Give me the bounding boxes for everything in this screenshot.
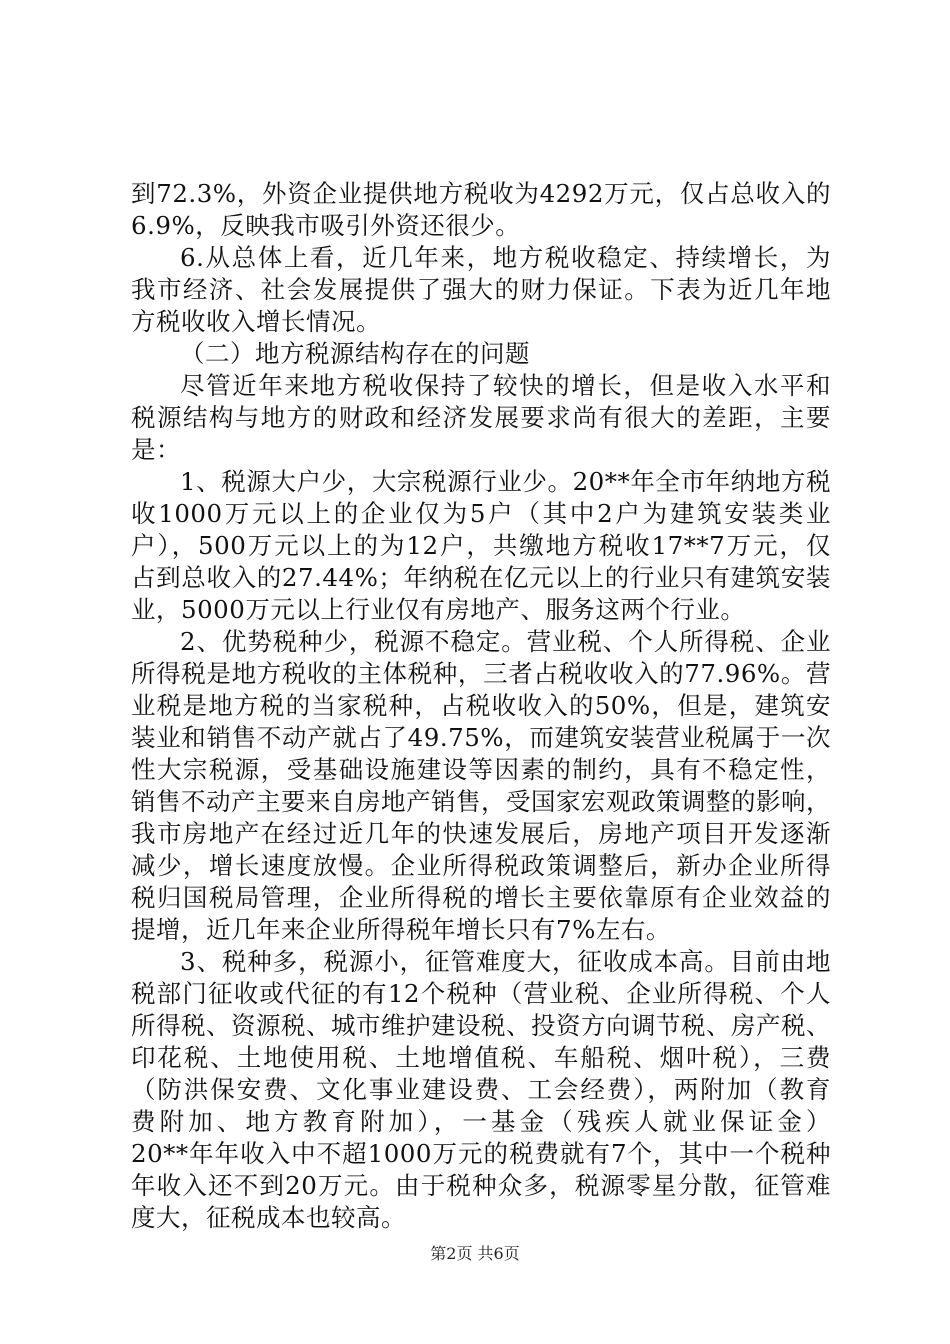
paragraph-line: 占到总收入的27.44%；年纳税在亿元以上的行业只有建筑安装 <box>131 563 831 592</box>
paragraph-line: 收1000万元以上的企业仅为5户（其中2户为建筑安装类业 <box>131 499 831 528</box>
paragraph-line: 度大，征税成本也较高。 <box>131 1203 406 1232</box>
paragraph-line: 减少，增长速度放慢。企业所得税政策调整后，新办企业所得 <box>131 851 831 880</box>
paragraph-line: 所得税是地方税收的主体税种，三者占税收收入的77.96%。营 <box>131 659 831 688</box>
paragraph-line: 1、税源大户少，大宗税源行业少。20**年全市年纳地方税 <box>180 467 831 496</box>
paragraph-line: （防洪保安费、文化事业建设费、工会经费），两附加（教育 <box>131 1075 831 1104</box>
paragraph-line: 6.从总体上看，近几年来，地方税收稳定、持续增长，为 <box>180 243 831 272</box>
paragraph-line: 所得税、资源税、城市维护建设税、投资方向调节税、房产税、 <box>131 1011 831 1040</box>
paragraph-line: 是： <box>131 435 181 464</box>
paragraph-line: 尽管近年来地方税收保持了较快的增长，但是收入水平和 <box>180 371 831 400</box>
paragraph-line: 年收入还不到20万元。由于税种众多，税源零星分散，征管难 <box>131 1171 831 1200</box>
paragraph-line: 6.9%，反映我市吸引外资还很少。 <box>131 211 521 240</box>
paragraph-line: 提增，近几年来企业所得税年增长只有7%左右。 <box>131 915 671 944</box>
paragraph-line: 装业和销售不动产就占了49.75%，而建筑安装营业税属于一次 <box>131 723 831 752</box>
paragraph-line: 印花税、土地使用税、土地增值税、车船税、烟叶税），三费 <box>131 1043 831 1072</box>
paragraph-line: 户），500万元以上的为12户，共缴地方税收17**7万元，仅 <box>131 531 831 560</box>
paragraph-line: 业，5000万元以上行业仅有房地产、服务这两个行业。 <box>131 595 746 624</box>
page-number-footer: 第2页 共6页 <box>430 1244 520 1263</box>
paragraph-line: 到72.3%，外资企业提供地方税收为4292万元，仅占总收入的 <box>131 179 831 208</box>
paragraph-line: 性大宗税源，受基础设施建设等因素的制约，具有不稳定性， <box>131 755 831 784</box>
section-heading: （二）地方税源结构存在的问题 <box>180 339 530 368</box>
paragraph-line: 我市房地产在经过近几年的快速发展后，房地产项目开发逐渐 <box>131 819 831 848</box>
paragraph-line: 税部门征收或代征的有12个税种（营业税、企业所得税、个人 <box>131 979 831 1008</box>
paragraph-line: 税归国税局管理，企业所得税的增长主要依靠原有企业效益的 <box>131 883 831 912</box>
paragraph-line: 3、税种多，税源小，征管难度大，征收成本高。目前由地 <box>180 947 831 976</box>
paragraph-line: 2、优势税种少，税源不稳定。营业税、个人所得税、企业 <box>180 627 831 656</box>
paragraph-line: 业税是地方税的当家税种，占税收收入的50%，但是，建筑安 <box>131 691 831 720</box>
paragraph-line: 方税收收入增长情况。 <box>131 307 381 336</box>
paragraph-line: 20**年年收入中不超1000万元的税费就有7个，其中一个税种 <box>131 1139 831 1168</box>
paragraph-line: 费附加、地方教育附加），一基金（残疾人就业保证金） <box>131 1107 831 1136</box>
paragraph-line: 我市经济、社会发展提供了强大的财力保证。下表为近几年地 <box>131 275 831 304</box>
paragraph-line: 税源结构与地方的财政和经济发展要求尚有很大的差距，主要 <box>131 403 831 432</box>
paragraph-line: 销售不动产主要来自房地产销售，受国家宏观政策调整的影响， <box>131 787 831 816</box>
